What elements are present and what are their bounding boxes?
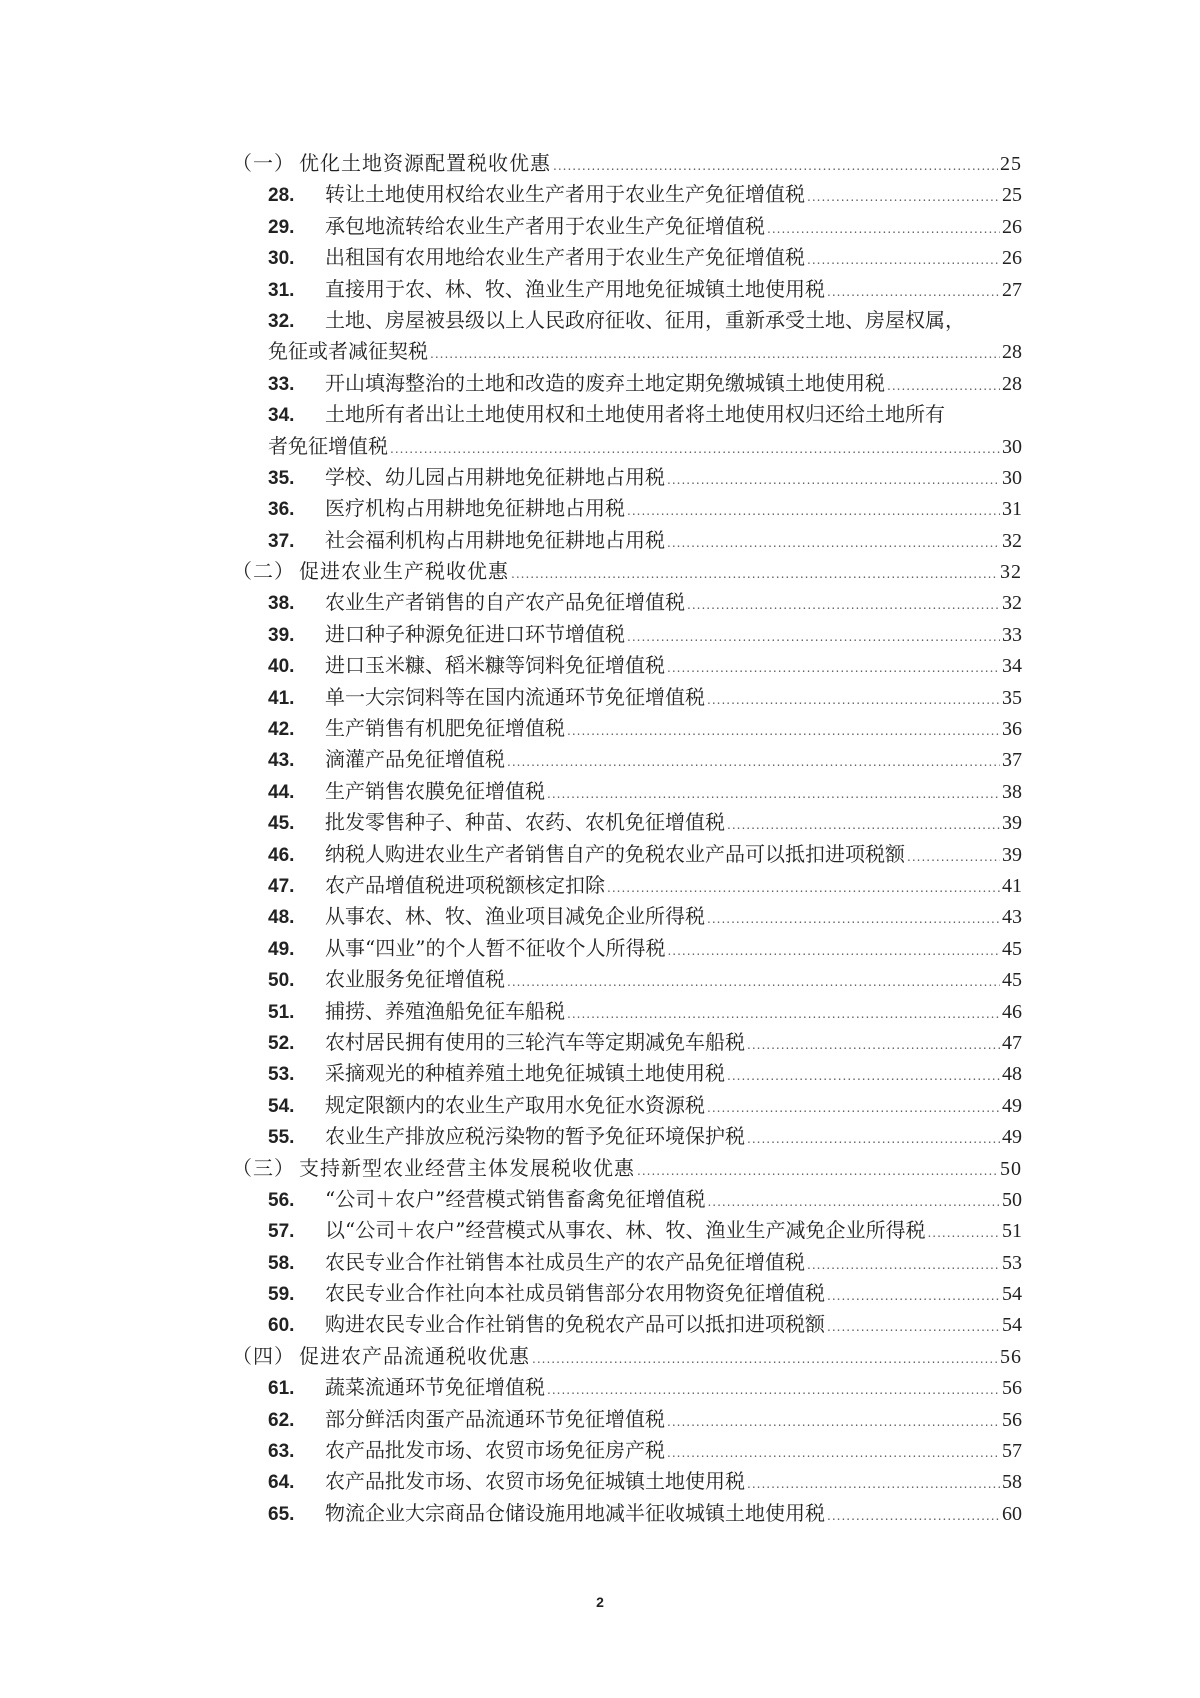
toc-entry[interactable] — [232, 1404, 1022, 1435]
entry-title: 促进农业生产税收优惠 — [299, 559, 509, 584]
entry-page[interactable]: 49 — [1002, 1126, 1022, 1149]
entry-page[interactable]: 30 — [1002, 466, 1022, 489]
dot-leader — [667, 1438, 1000, 1469]
toc-entry-continuation[interactable] — [232, 336, 1022, 367]
entry-page[interactable]: 28 — [1002, 372, 1022, 395]
entry-title: 促进农产品流通税收优惠 — [299, 1343, 530, 1368]
entry-page[interactable]: 39 — [1002, 812, 1022, 835]
entry-title: 农业服务免征增值税 — [325, 967, 505, 992]
entry-page[interactable]: 56 — [1002, 1408, 1022, 1431]
toc-section-entry[interactable] — [232, 1153, 1022, 1184]
entry-page[interactable]: 60 — [1002, 1502, 1022, 1525]
toc-entry[interactable] — [232, 901, 1022, 932]
entry-page[interactable]: 31 — [1002, 498, 1022, 521]
toc-entry[interactable] — [232, 179, 1022, 210]
toc-entry[interactable] — [232, 650, 1022, 681]
toc-entry[interactable] — [232, 807, 1022, 838]
dot-leader — [747, 1124, 1000, 1155]
toc-entry[interactable] — [232, 305, 1022, 336]
entry-title: 学校、幼儿园占用耕地免征耕地占用税 — [325, 464, 665, 489]
entry-number: 39. — [268, 624, 295, 646]
toc-entry[interactable] — [232, 870, 1022, 901]
entry-title: 从事“四业”的个人暂不征收个人所得税 — [325, 935, 666, 960]
entry-title: 农业生产排放应税污染物的暂予免征环境保护税 — [325, 1124, 745, 1149]
entry-title: 开山填海整治的土地和改造的废弃土地定期免缴城镇土地使用税 — [325, 370, 885, 395]
entry-page[interactable]: 34 — [1002, 655, 1022, 678]
dot-leader — [547, 1375, 1000, 1406]
entry-title: 以“公司＋农户”经营模式从事农、林、牧、渔业生产减免企业所得税 — [325, 1218, 926, 1243]
entry-title-continuation: 者免征增值税 — [268, 433, 388, 458]
dot-leader — [667, 653, 1000, 684]
entry-page[interactable]: 56 — [1002, 1377, 1022, 1400]
entry-title: 批发零售种子、种苗、农药、农机免征增值税 — [325, 810, 725, 835]
entry-page[interactable]: 41 — [1002, 874, 1022, 897]
entry-page[interactable]: 47 — [1002, 1031, 1022, 1054]
entry-page[interactable]: 48 — [1002, 1063, 1022, 1086]
entry-number: 61. — [268, 1378, 295, 1400]
dot-leader — [511, 559, 998, 590]
entry-page[interactable]: 32 — [1002, 592, 1022, 615]
toc-entry[interactable] — [232, 1027, 1022, 1058]
table-of-contents — [232, 148, 1022, 1529]
dot-leader — [707, 1187, 1000, 1218]
dot-leader — [667, 1407, 1000, 1438]
entry-title: 直接用于农、林、牧、渔业生产用地免征城镇土地使用税 — [325, 276, 825, 301]
dot-leader — [707, 1093, 1000, 1124]
entry-page[interactable]: 28 — [1002, 341, 1022, 364]
entry-title: 物流企业大宗商品仓储设施用地减半征收城镇土地使用税 — [325, 1500, 825, 1525]
toc-entry[interactable] — [232, 682, 1022, 713]
entry-number: 41. — [268, 687, 295, 709]
entry-title: 捕捞、养殖渔船免征车船税 — [325, 998, 565, 1023]
entry-page[interactable]: 45 — [1002, 969, 1022, 992]
entry-number: 65. — [268, 1503, 295, 1525]
entry-number: 42. — [268, 719, 295, 741]
toc-entry[interactable] — [232, 1498, 1022, 1529]
entry-number: 54. — [268, 1095, 295, 1117]
entry-page[interactable]: 37 — [1002, 749, 1022, 772]
toc-entry[interactable] — [232, 274, 1022, 305]
toc-section-entry[interactable] — [232, 148, 1022, 179]
entry-page[interactable]: 38 — [1002, 780, 1022, 803]
entry-page[interactable]: 35 — [1002, 686, 1022, 709]
toc-entry[interactable] — [232, 493, 1022, 524]
dot-leader — [567, 999, 1000, 1030]
entry-number: 35. — [268, 467, 295, 489]
entry-title: 纳税人购进农业生产者销售自产的免税农业产品可以抵扣进项税额 — [325, 841, 905, 866]
toc-entry[interactable] — [232, 1184, 1022, 1215]
dot-leader — [807, 1250, 1000, 1281]
dot-leader — [907, 842, 1000, 873]
toc-entry[interactable] — [232, 1372, 1022, 1403]
entry-number: （一） — [232, 151, 295, 175]
dot-leader — [727, 810, 1000, 841]
entry-number: 37. — [268, 530, 295, 552]
entry-title: 购进农民专业合作社销售的免税农产品可以抵扣进项税额 — [325, 1312, 825, 1337]
entry-number: 28. — [268, 185, 295, 207]
toc-entry[interactable] — [232, 839, 1022, 870]
dot-leader — [827, 1312, 1000, 1343]
dot-leader — [707, 904, 1000, 935]
entry-number: 60. — [268, 1315, 295, 1337]
dot-leader — [807, 245, 1000, 276]
entry-number: 46. — [268, 844, 295, 866]
dot-leader — [927, 1218, 1000, 1249]
entry-number: 44. — [268, 781, 295, 803]
entry-page[interactable]: 45 — [1002, 937, 1022, 960]
entry-number: 57. — [268, 1221, 295, 1243]
entry-number: 59. — [268, 1284, 295, 1306]
entry-number: 29. — [268, 216, 295, 238]
entry-title: 出租国有农用地给农业生产者用于农业生产免征增值税 — [325, 245, 805, 270]
entry-title: “公司＋农户”经营模式销售畜禽免征增值税 — [325, 1186, 706, 1211]
entry-title: 部分鲜活肉蛋产品流通环节免征增值税 — [325, 1406, 665, 1431]
toc-entry[interactable] — [232, 242, 1022, 273]
entry-page[interactable]: 54 — [1002, 1314, 1022, 1337]
entry-title: 蔬菜流通环节免征增值税 — [325, 1375, 545, 1400]
dot-leader — [807, 182, 1000, 213]
entry-number: 31. — [268, 279, 295, 301]
toc-entry[interactable] — [232, 964, 1022, 995]
dot-leader — [553, 151, 998, 182]
entry-number: 51. — [268, 1001, 295, 1023]
entry-number: 38. — [268, 593, 295, 615]
toc-entry[interactable] — [232, 996, 1022, 1027]
entry-title: 进口玉米糠、稻米糠等饲料免征增值税 — [325, 653, 665, 678]
entry-page[interactable]: 32 — [1000, 561, 1022, 584]
entry-number: （四） — [232, 1343, 295, 1368]
entry-number: 63. — [268, 1441, 295, 1463]
entry-number: 40. — [268, 656, 295, 678]
entry-title: 农产品批发市场、农贸市场免征房产税 — [325, 1438, 665, 1463]
entry-page[interactable]: 57 — [1002, 1440, 1022, 1463]
entry-title: 承包地流转给农业生产者用于农业生产免征增值税 — [325, 213, 765, 238]
entry-number: 32. — [268, 310, 295, 332]
dot-leader — [667, 528, 1000, 559]
toc-entry[interactable] — [232, 1058, 1022, 1089]
entry-title: 土地所有者出让土地使用权和土地使用者将土地使用权归还给土地所有 — [325, 402, 945, 427]
entry-title: 农产品增值税进项税额核定扣除 — [325, 872, 605, 897]
entry-title: 单一大宗饲料等在国内流通环节免征增值税 — [325, 684, 705, 709]
dot-leader — [430, 339, 1000, 370]
entry-title: 优化土地资源配置税收优惠 — [299, 151, 551, 175]
entry-page[interactable]: 25 — [1002, 184, 1022, 207]
dot-leader — [827, 277, 1000, 308]
dot-leader — [547, 779, 1000, 810]
entry-title: 农村居民拥有使用的三轮汽车等定期减免车船税 — [325, 1029, 745, 1054]
entry-number: 55. — [268, 1127, 295, 1149]
toc-entry[interactable] — [232, 399, 1022, 430]
dot-leader — [607, 873, 1000, 904]
page-number: 2 — [596, 1594, 604, 1610]
toc-section-entry[interactable] — [232, 556, 1022, 587]
entry-number: 47. — [268, 875, 295, 897]
toc-entry[interactable] — [232, 1435, 1022, 1466]
toc-entry[interactable] — [232, 1278, 1022, 1309]
entry-number: 49. — [268, 938, 295, 960]
entry-title: 生产销售农膜免征增值税 — [325, 778, 545, 803]
entry-page[interactable]: 50 — [1002, 1188, 1022, 1211]
entry-title: 农业生产者销售的自产农产品免征增值税 — [325, 590, 685, 615]
entry-title: 规定限额内的农业生产取用水免征水资源税 — [325, 1092, 705, 1117]
dot-leader — [747, 1469, 1000, 1500]
toc-entry[interactable] — [232, 587, 1022, 618]
dot-leader — [507, 967, 1000, 998]
entry-page[interactable]: 26 — [1002, 215, 1022, 238]
entry-title-continuation: 免征或者减征契税 — [268, 339, 428, 364]
dot-leader — [767, 214, 1000, 245]
toc-entry[interactable] — [232, 462, 1022, 493]
entry-page[interactable]: 39 — [1002, 843, 1022, 866]
toc-entry[interactable] — [232, 1121, 1022, 1152]
toc-entry[interactable] — [232, 1466, 1022, 1497]
dot-leader — [707, 685, 1000, 716]
toc-entry[interactable] — [232, 933, 1022, 964]
entry-number: （三） — [232, 1155, 295, 1180]
entry-page[interactable]: 46 — [1002, 1000, 1022, 1023]
entry-number: 30. — [268, 248, 295, 270]
entry-title: 生产销售有机肥免征增值税 — [325, 716, 565, 741]
entry-number: 52. — [268, 1032, 295, 1054]
dot-leader — [887, 371, 1000, 402]
entry-page[interactable]: 51 — [1002, 1220, 1022, 1243]
toc-entry[interactable] — [232, 744, 1022, 775]
entry-title: 滴灌产品免征增值税 — [325, 747, 505, 772]
entry-page[interactable]: 56 — [1000, 1345, 1022, 1368]
entry-title: 农民专业合作社销售本社成员生产的农产品免征增值税 — [325, 1249, 805, 1274]
entry-page[interactable]: 30 — [1002, 435, 1022, 458]
dot-leader — [827, 1501, 1000, 1532]
dot-leader — [687, 590, 1000, 621]
entry-number: （二） — [232, 559, 295, 584]
entry-title: 医疗机构占用耕地免征耕地占用税 — [325, 496, 625, 521]
toc-entry[interactable] — [232, 368, 1022, 399]
entry-page[interactable]: 33 — [1002, 623, 1022, 646]
toc-entry[interactable] — [232, 776, 1022, 807]
entry-title: 支持新型农业经营主体发展税收优惠 — [299, 1155, 635, 1180]
entry-number: 58. — [268, 1252, 295, 1274]
entry-page[interactable]: 54 — [1002, 1283, 1022, 1306]
entry-number: 64. — [268, 1472, 295, 1494]
entry-number: 56. — [268, 1189, 295, 1211]
dot-leader — [627, 622, 1000, 653]
entry-number: 53. — [268, 1064, 295, 1086]
toc-section-entry[interactable] — [232, 1341, 1022, 1372]
entry-title: 从事农、林、牧、渔业项目减免企业所得税 — [325, 904, 705, 929]
toc-entry[interactable] — [232, 619, 1022, 650]
toc-entry[interactable] — [232, 525, 1022, 556]
toc-entry-continuation[interactable] — [232, 431, 1022, 462]
dot-leader — [507, 747, 1000, 778]
entry-number: 43. — [268, 750, 295, 772]
entry-title: 农产品批发市场、农贸市场免征城镇土地使用税 — [325, 1469, 745, 1494]
dot-leader — [727, 1061, 1000, 1092]
entry-number: 48. — [268, 907, 295, 929]
entry-number: 45. — [268, 813, 295, 835]
toc-entry[interactable] — [232, 713, 1022, 744]
entry-page[interactable]: 53 — [1002, 1251, 1022, 1274]
entry-page[interactable]: 58 — [1002, 1471, 1022, 1494]
entry-title: 土地、房屋被县级以上人民政府征收、征用，重新承受土地、房屋权属， — [325, 307, 965, 332]
toc-entry[interactable] — [232, 1247, 1022, 1278]
dot-leader — [827, 1281, 1000, 1312]
entry-page[interactable]: 49 — [1002, 1094, 1022, 1117]
dot-leader — [390, 434, 1000, 465]
toc-entry[interactable] — [232, 1215, 1022, 1246]
entry-number: 50. — [268, 970, 295, 992]
dot-leader — [567, 716, 1000, 747]
entry-title: 社会福利机构占用耕地免征耕地占用税 — [325, 527, 665, 552]
entry-page[interactable]: 32 — [1002, 529, 1022, 552]
dot-leader — [667, 936, 1000, 967]
entry-page[interactable]: 26 — [1002, 247, 1022, 270]
entry-title: 进口种子种源免征进口环节增值税 — [325, 621, 625, 646]
toc-entry[interactable] — [232, 211, 1022, 242]
toc-entry[interactable] — [232, 1309, 1022, 1340]
dot-leader — [627, 496, 1000, 527]
entry-page[interactable]: 36 — [1002, 718, 1022, 741]
dot-leader — [532, 1344, 998, 1375]
entry-page[interactable]: 50 — [1000, 1157, 1022, 1180]
entry-page[interactable]: 25 — [1000, 153, 1022, 175]
dot-leader — [667, 465, 1000, 496]
dot-leader — [747, 1030, 1000, 1061]
entry-number: 62. — [268, 1409, 295, 1431]
entry-title: 农民专业合作社向本社成员销售部分农用物资免征增值税 — [325, 1281, 825, 1306]
entry-page[interactable]: 43 — [1002, 906, 1022, 929]
entry-number: 36. — [268, 499, 295, 521]
dot-leader — [637, 1156, 998, 1187]
entry-number: 33. — [268, 373, 295, 395]
entry-number: 34. — [268, 405, 295, 427]
entry-page[interactable]: 27 — [1002, 278, 1022, 301]
entry-title: 采摘观光的种植养殖土地免征城镇土地使用税 — [325, 1061, 725, 1086]
entry-title: 转让土地使用权给农业生产者用于农业生产免征增值税 — [325, 182, 805, 207]
toc-entry[interactable] — [232, 1090, 1022, 1121]
